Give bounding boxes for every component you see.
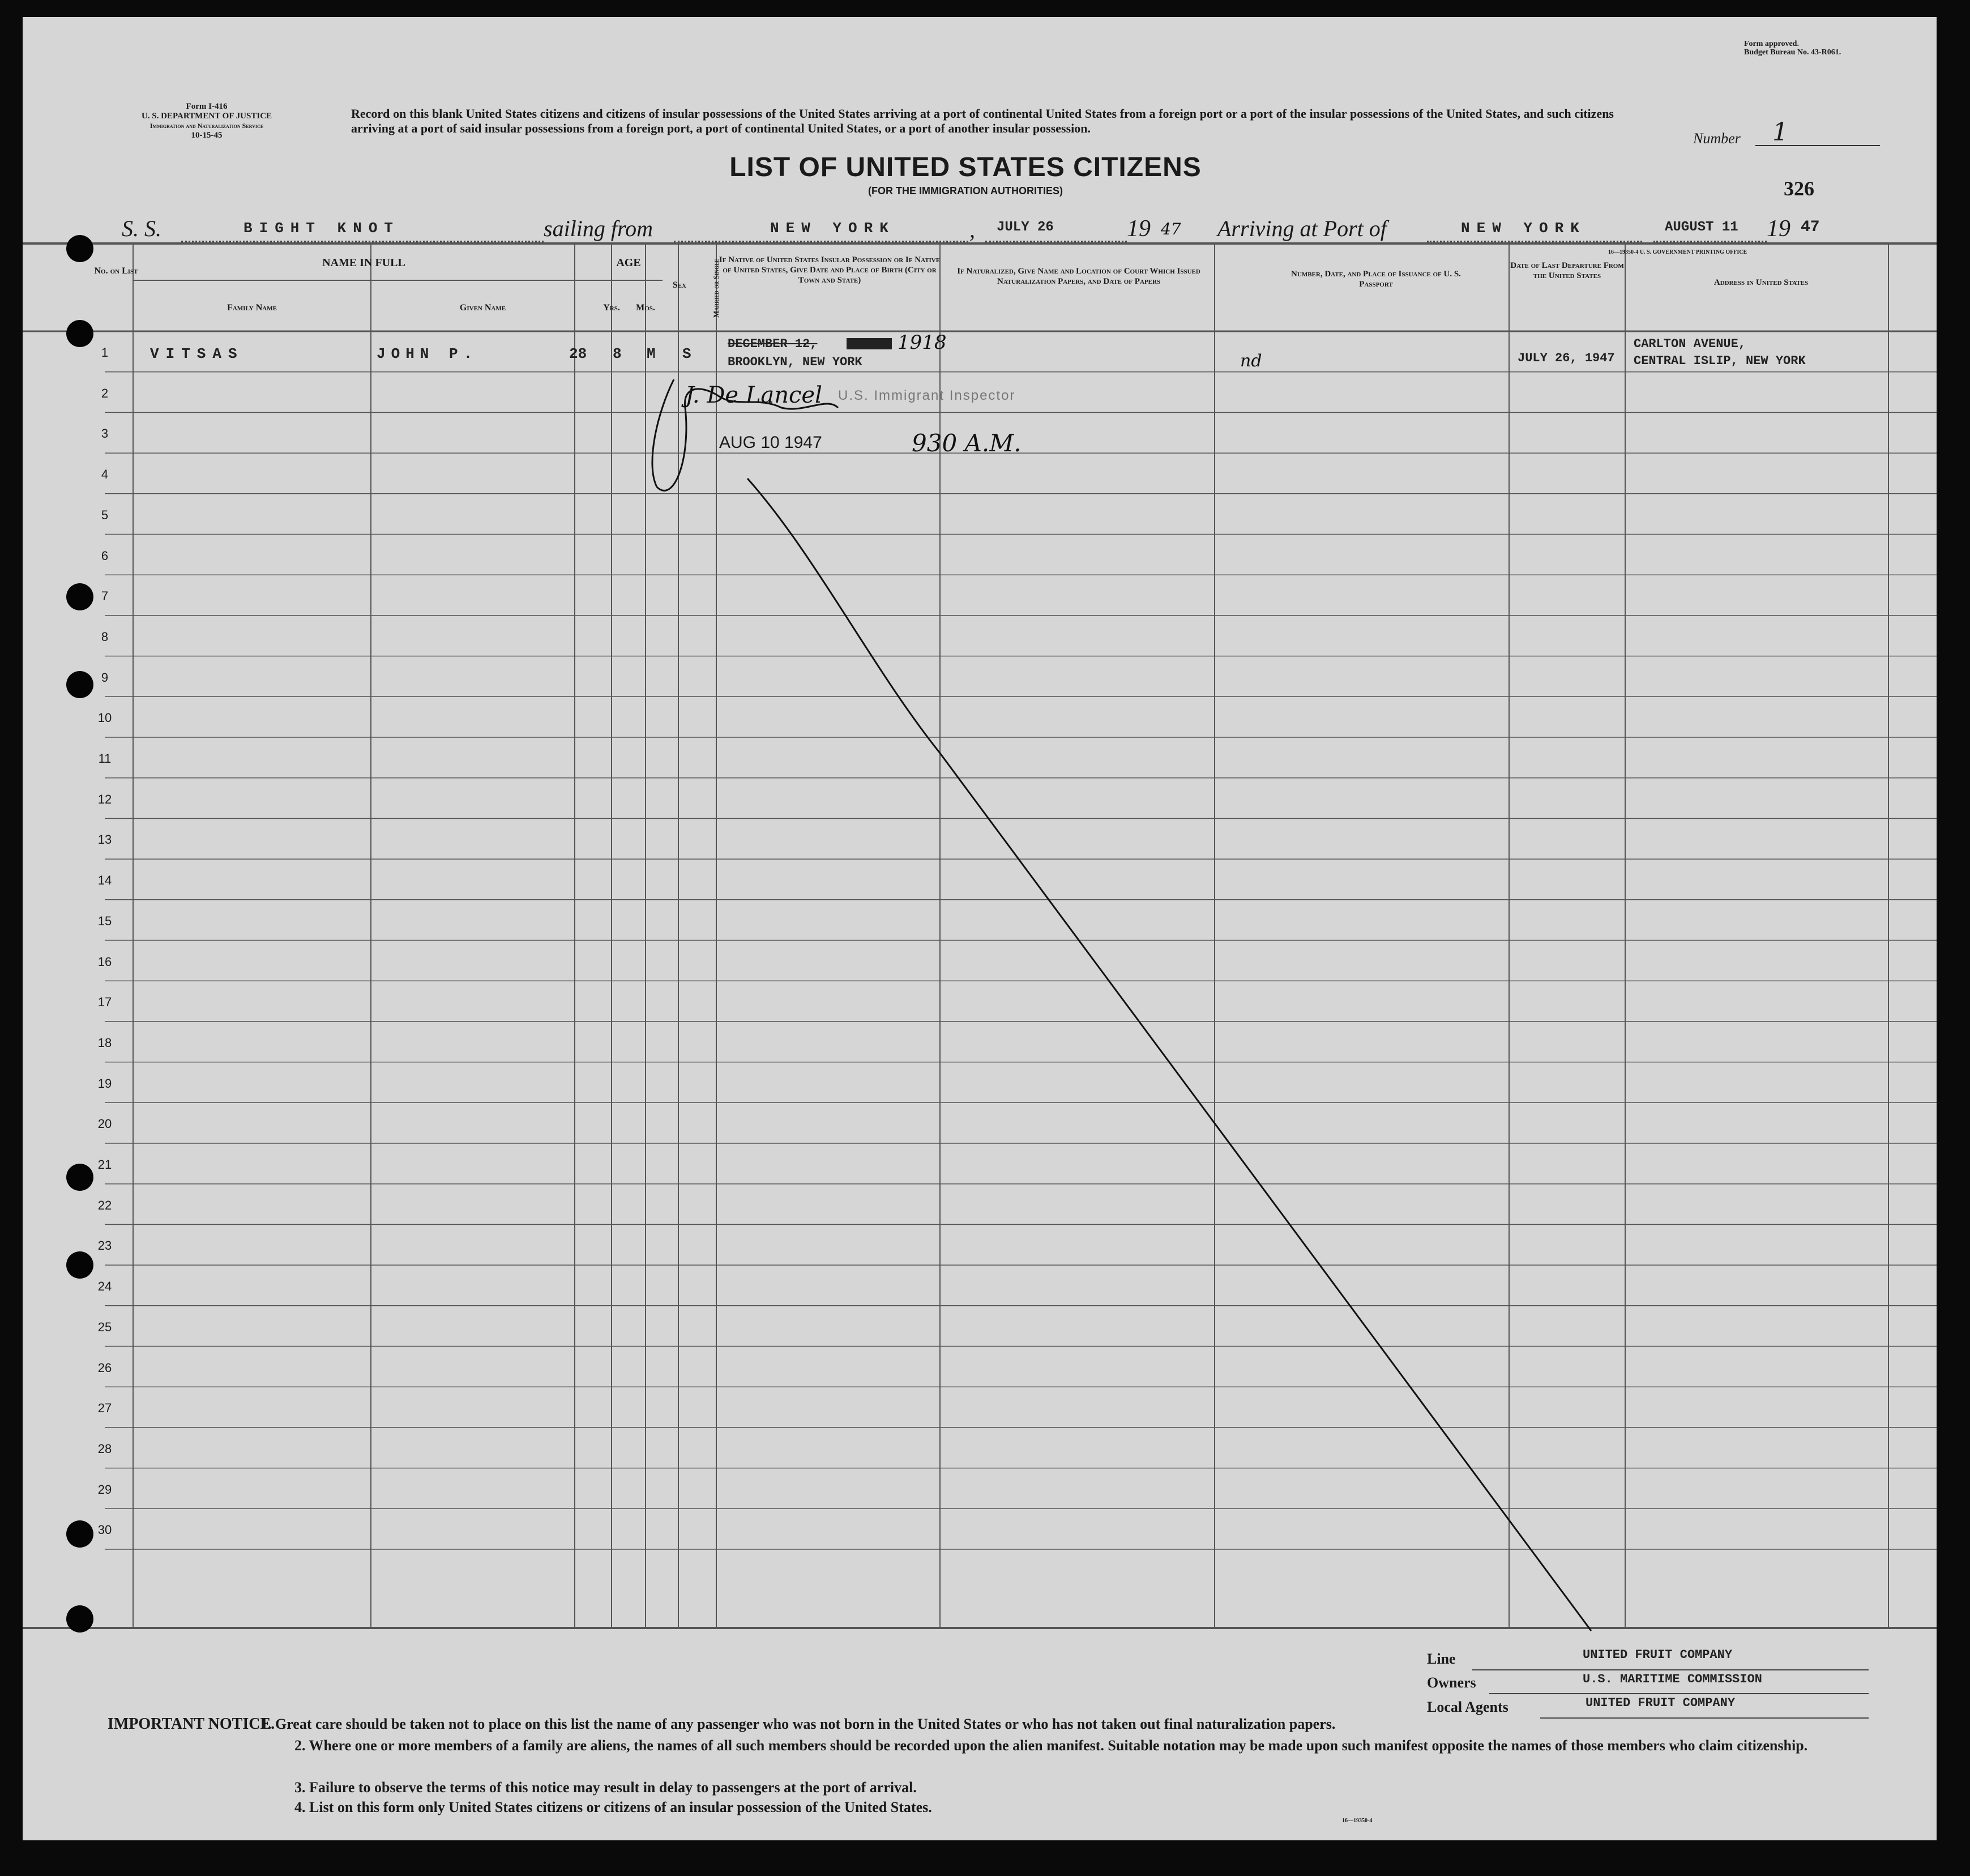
- ship-name: BIGHT KNOT: [243, 220, 400, 237]
- punch-hole: [66, 1251, 93, 1279]
- line-underline: [1472, 1669, 1869, 1670]
- entry-sex: M: [647, 345, 656, 362]
- ship-name-line: [181, 241, 544, 242]
- budget-bureau-line: Budget Bureau No. 43-R061.: [1744, 48, 1841, 57]
- ss-label: S. S.: [122, 216, 161, 241]
- table-grid: [23, 17, 1937, 1840]
- row-number: 13: [97, 832, 112, 847]
- punch-hole: [66, 583, 93, 610]
- notice-item-4: 4. List on this form only United States citizens or citizens of an insular possession of the United States.: [294, 1799, 932, 1815]
- col-address: Address in United States: [1713, 278, 1809, 287]
- sail-date: JULY 26: [997, 220, 1054, 235]
- agents-label: Local Agents: [1427, 1699, 1509, 1715]
- arriving-label: Arriving at Port of: [1217, 216, 1387, 241]
- manifest-sheet: [23, 17, 1937, 1840]
- punch-hole: [66, 1164, 93, 1191]
- time-handwritten: 930 A.M.: [912, 429, 1022, 457]
- arrival-port: NEW YORK: [1461, 220, 1586, 237]
- col-last-departure: Date of Last Departure From the United States: [1510, 261, 1624, 280]
- col-family-name: Family Name: [227, 303, 277, 313]
- row-number: 12: [97, 792, 112, 806]
- row-number: 4: [101, 467, 109, 482]
- arrival-year: 47: [1801, 219, 1820, 236]
- punch-hole: [66, 1605, 93, 1633]
- row-number: 7: [101, 589, 109, 604]
- entry-family-name: VITSAS: [150, 345, 244, 362]
- punch-hole: [66, 235, 93, 262]
- form-number: Form I-416: [186, 102, 228, 111]
- inspector-signature: J. De Lancel: [685, 382, 822, 408]
- entry-age-mos: 8: [613, 345, 622, 362]
- row-number: 25: [97, 1319, 112, 1334]
- sail-date-line: [985, 241, 1127, 242]
- row-number: 23: [97, 1238, 112, 1253]
- punch-hole: [66, 671, 93, 698]
- page-title: LIST OF UNITED STATES CITIZENS: [729, 152, 1202, 182]
- col-passport: Number, Date, and Place of Issuance of U. S. Passport: [1291, 270, 1461, 289]
- row-number: 16: [97, 954, 112, 969]
- entry-birth-year: 1918: [898, 331, 947, 354]
- row-number: 11: [98, 751, 112, 766]
- entry-marital: S: [682, 345, 691, 362]
- notice-item-3: 3. Failure to observe the terms of this notice may result in delay to passengers at the port of arrival.: [294, 1779, 917, 1796]
- line-value: UNITED FRUIT COMPANY: [1583, 1648, 1733, 1662]
- row-number: 9: [101, 670, 109, 685]
- arrival-year-prefix: 19: [1767, 216, 1790, 242]
- row-number: 27: [97, 1401, 112, 1416]
- department-name: U. S. DEPARTMENT OF JUSTICE: [141, 112, 272, 121]
- row-number: 15: [97, 913, 112, 928]
- row-number: 3: [101, 426, 109, 441]
- sail-year: 47: [1161, 220, 1181, 238]
- instructions-text: Record on this blank United States citizens and citizens of insular possessions of the United States arriving at a port of continental United States from a foreign port or a port of the insular possessions of the United States, and such citizens arriving at a port of said insular possessions from a foreign port, a port of continental United States, or a port of another insular possession.: [351, 106, 1614, 135]
- row-number: 30: [97, 1523, 112, 1537]
- col-sex: Sex: [672, 280, 687, 290]
- entry-passport-mark: nd: [1240, 351, 1262, 371]
- from-port: NEW YORK: [770, 220, 895, 237]
- punch-hole: [66, 320, 93, 347]
- entry-address-line1: CARLTON AVENUE,: [1634, 337, 1746, 351]
- owners-label: Owners: [1427, 1674, 1476, 1691]
- row-number: 10: [97, 711, 112, 725]
- entry-age-yrs: 28: [569, 345, 587, 362]
- row-number: 1: [101, 345, 109, 360]
- row-number: 2: [101, 386, 109, 400]
- col-given-name: Given Name: [459, 303, 506, 313]
- row-number: 21: [97, 1157, 112, 1172]
- comma: ,: [969, 217, 975, 242]
- row-number: 29: [97, 1482, 112, 1497]
- row-number: 24: [97, 1279, 112, 1294]
- page-subtitle: (FOR THE IMMIGRATION AUTHORITIES): [868, 185, 1063, 196]
- row-number: 6: [101, 548, 109, 563]
- page-number: 326: [1784, 177, 1814, 200]
- col-age-mos: Mos.: [636, 303, 655, 313]
- print-code-bottom: 16—19350-4: [1342, 1818, 1373, 1824]
- col-name-in-full: NAME IN FULL: [322, 257, 405, 269]
- row-number: 22: [97, 1198, 112, 1212]
- from-port-line: [674, 241, 968, 242]
- form-date: 10-15-45: [191, 131, 223, 140]
- owners-value: U.S. MARITIME COMMISSION: [1583, 1672, 1762, 1686]
- row-number: 26: [97, 1360, 112, 1375]
- arrival-date: AUGUST 11: [1665, 220, 1738, 235]
- date-stamp: AUG 10 1947: [719, 433, 822, 452]
- row-number: 8: [101, 629, 109, 644]
- form-approved-note: [1744, 40, 1841, 57]
- form-identifier: [99, 102, 314, 140]
- notice-item-2: 2. Where one or more members of a family are aliens, the names of all such members should be recorded upon the alien manifest. Suitable notation may be made upon such manifest opposite the names of those members who claim citizenship.: [294, 1737, 1808, 1754]
- sailing-label: sailing from: [544, 216, 653, 241]
- print-code-top: 16—19350-4 U. S. GOVERNMENT PRINTING OFFICE: [1608, 249, 1747, 255]
- col-age: AGE: [616, 257, 641, 269]
- entry-address-line2: CENTRAL ISLIP, NEW YORK: [1634, 354, 1806, 368]
- row-number: 18: [97, 1035, 112, 1050]
- entry-given-name: JOHN P.: [377, 345, 478, 362]
- entry-birth-place: BROOKLYN, NEW YORK: [728, 355, 862, 369]
- col-native-birth: If Native of United States Insular Possession or If Native of United States, Give Date and Place of Birth (City or Town and State): [719, 255, 941, 285]
- col-age-yrs: Yrs.: [603, 303, 620, 313]
- entry-birth-date: DECEMBER 12,: [728, 337, 818, 351]
- agents-value: UNITED FRUIT COMPANY: [1586, 1696, 1736, 1710]
- entry-last-departure: JULY 26, 1947: [1518, 351, 1615, 365]
- arrival-date-line: [1653, 241, 1767, 242]
- service-name: Immigration and Naturalization Service: [149, 122, 264, 130]
- arrival-port-line: [1427, 241, 1642, 242]
- row-number: 5: [101, 507, 109, 522]
- col-naturalized: If Naturalized, Give Name and Location of Court Which Issued Naturalization Papers, and Date of Papers: [957, 267, 1200, 286]
- number-value: 1: [1772, 118, 1788, 147]
- line-label: Line: [1427, 1651, 1456, 1667]
- number-label: Number: [1693, 130, 1741, 147]
- row-number: 28: [97, 1441, 112, 1456]
- col-no-on-list: No. on List: [94, 266, 138, 276]
- notice-item-1: 1. Great care should be taken not to place on this list the name of any passenger who was not born in the United States or who has not taken out final naturalization papers.: [260, 1716, 1336, 1732]
- owners-underline: [1489, 1693, 1869, 1694]
- row-number: 19: [97, 1076, 112, 1091]
- notice-title: IMPORTANT NOTICE.: [108, 1715, 275, 1733]
- row-number: 17: [97, 995, 112, 1010]
- sail-year-prefix: 19: [1127, 216, 1151, 242]
- form-approved-line: Form approved.: [1744, 40, 1799, 48]
- col-married-single: Married or Single: [712, 259, 720, 318]
- inspector-stamp: U.S. Immigrant Inspector: [838, 388, 1016, 403]
- row-number: 20: [97, 1117, 112, 1131]
- cancel-stroke-line: [747, 478, 1591, 1631]
- redaction-block: [847, 338, 892, 349]
- row-number: 14: [97, 873, 112, 888]
- punch-hole: [66, 1520, 93, 1548]
